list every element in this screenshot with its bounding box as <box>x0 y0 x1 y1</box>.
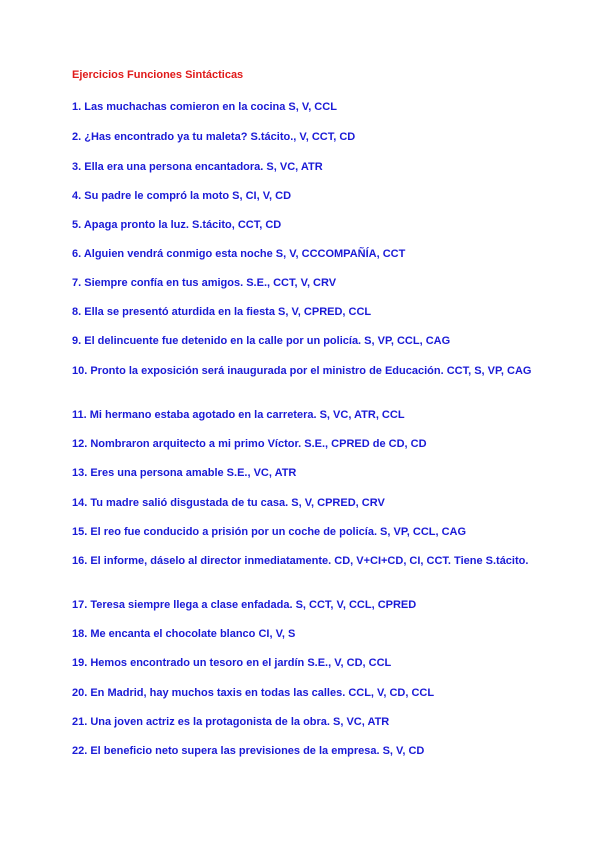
exercise-item: 14. Tu madre salió disgustada de tu casa. S, V, CPRED, CRV <box>72 497 385 509</box>
exercise-item: 7. Siempre confía en tus amigos. S.E., CCT, V, CRV <box>72 277 337 289</box>
exercise-item: 12. Nombraron arquitecto a mi primo Víctor. S.E., CPRED de CD, CD <box>72 438 427 450</box>
exercise-item: 5. Apaga pronto la luz. S.tácito, CCT, CD <box>72 219 282 231</box>
exercise-item: 8. Ella se presentó aturdida en la fiesta S, V, CPRED, CCL <box>72 306 372 318</box>
exercise-item: 22. El beneficio neto supera las previsiones de la empresa. S, V, CD <box>72 745 425 757</box>
exercise-item: 18. Me encanta el chocolate blanco CI, V, S <box>72 628 296 640</box>
exercise-item: 20. En Madrid, hay muchos taxis en todas las calles. CCL, V, CD, CCL <box>72 687 435 699</box>
exercise-item: 4. Su padre le compró la moto S, CI, V, CD <box>72 190 292 202</box>
exercise-item: 15. El reo fue conducido a prisión por un coche de policía. S, VP, CCL, CAG <box>72 526 467 538</box>
exercise-item: 3. Ella era una persona encantadora. S, VC, ATR <box>72 161 323 173</box>
exercise-item: 21. Una joven actriz es la protagonista de la obra. S, VC, ATR <box>72 716 390 728</box>
exercise-item: 16. El informe, dáselo al director inmediatamente. CD, V+CI+CD, CI, CCT. Tiene S.tácito. <box>72 555 529 567</box>
exercise-item: 6. Alguien vendrá conmigo esta noche S, V, CCCOMPAÑÍA, CCT <box>72 248 406 260</box>
exercise-item: 11. Mi hermano estaba agotado en la carretera. S, VC, ATR, CCL <box>72 409 405 421</box>
exercise-item: 2. ¿Has encontrado ya tu maleta? S.tácito., V, CCT, CD <box>72 131 356 143</box>
exercise-item: 10. Pronto la exposición será inaugurada por el ministro de Educación. CCT, S, VP, CAG <box>72 365 532 377</box>
exercise-item: 9. El delincuente fue detenido en la calle por un policía. S, VP, CCL, CAG <box>72 335 451 347</box>
exercise-item: 17. Teresa siempre llega a clase enfadada. S, CCT, V, CCL, CPRED <box>72 599 417 611</box>
exercise-item: 1. Las muchachas comieron en la cocina S, V, CCL <box>72 101 337 113</box>
exercise-item: 13. Eres una persona amable S.E., VC, ATR <box>72 467 297 479</box>
exercise-item: 19. Hemos encontrado un tesoro en el jardín S.E., V, CD, CCL <box>72 657 392 669</box>
page-title: Ejercicios Funciones Sintácticas <box>72 69 244 81</box>
